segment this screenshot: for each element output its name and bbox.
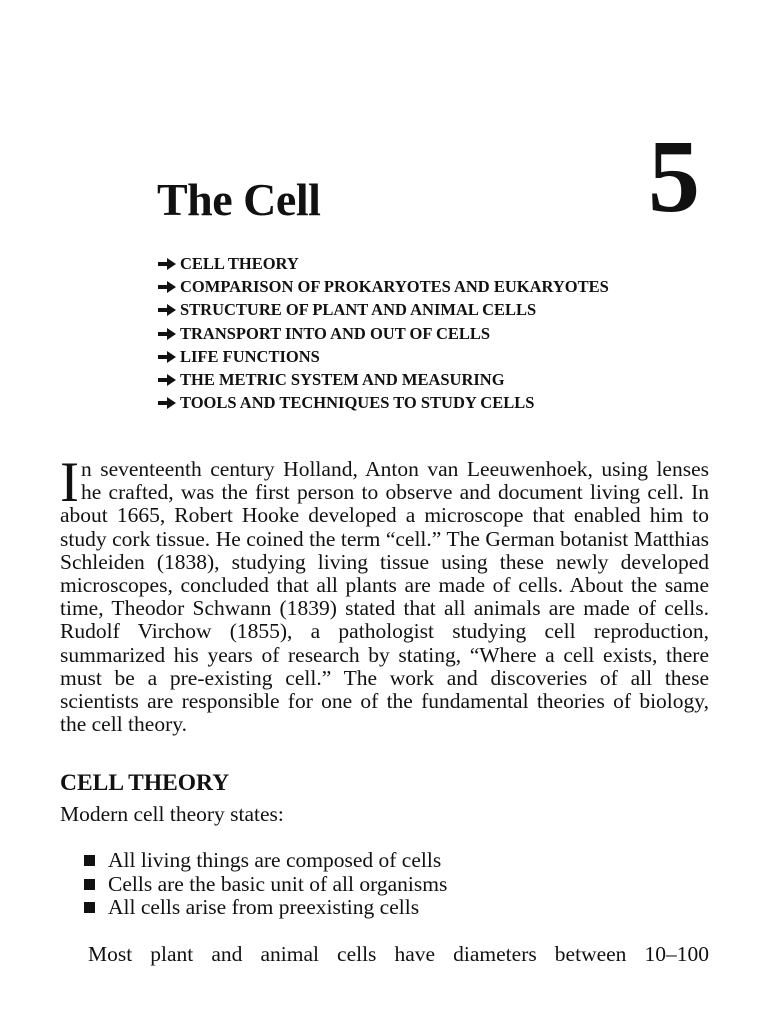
intro-paragraph [60, 451, 709, 737]
topic-item [157, 392, 609, 415]
square-bullet-icon [84, 879, 95, 890]
topic-label: LIFE FUNCTIONS [180, 346, 320, 366]
arrow-right-icon [157, 257, 177, 271]
chapter-title: The Cell [157, 174, 321, 225]
topic-label: THE METRIC SYSTEM AND MEASURING [180, 370, 505, 390]
topic-item [157, 275, 609, 298]
topic-label: TRANSPORT INTO AND OUT OF CELLS [180, 323, 491, 343]
topic-item [157, 368, 609, 391]
chapter-topics-list [157, 252, 609, 415]
arrow-right-icon [157, 396, 177, 410]
chapter-number: 5 [648, 119, 700, 234]
list-item [84, 896, 447, 920]
list-item [84, 849, 447, 873]
list-item-text: Cells are the basic unit of all organisms [108, 871, 448, 896]
list-item-text: All cells arise from preexisting cells [108, 895, 420, 920]
arrow-right-icon [157, 327, 177, 341]
list-item [84, 873, 447, 897]
arrow-right-icon [157, 373, 177, 387]
topic-item [157, 299, 609, 322]
topic-item [157, 252, 609, 275]
arrow-right-icon [157, 280, 177, 294]
square-bullet-icon [84, 855, 95, 866]
section-heading: CELL THEORY [60, 770, 230, 796]
list-item-text: All living things are composed of cells [108, 848, 442, 873]
arrow-right-icon [157, 350, 177, 364]
intro-text: n seventeenth century Holland, Anton van Leeuwenhoek, using lenses he crafted, was the first person to observe and document living cell. In about 1665, Robert Hooke developed a microscope that enabled him to study cork tissue. He coined the term “cell.” The German botanist Matthias Schleiden (1838), studying living tissue using these newly developed microscopes, concluded that all plants are made of cells. About the same time, Theodor Schwann (1839) stated that all animals are made of cells. Rudolf Virchow (1855), a pathologist studying cell reproduction, summarized his years of research by stating, “Where a cell exists, there must be a pre-existing cell.” The work and discoveries of all these scientists are responsible for one of the fundamental theories of biology, the cell theory. [60, 457, 709, 737]
square-bullet-icon [84, 902, 95, 913]
arrow-right-icon [157, 303, 177, 317]
topic-item [157, 322, 609, 345]
topic-label: CELL THEORY [180, 253, 299, 273]
cell-theory-list [84, 849, 447, 920]
body-paragraph: Most plant and animal cells have diameters between 10–100 [88, 942, 709, 966]
topic-label: TOOLS AND TECHNIQUES TO STUDY CELLS [180, 393, 535, 413]
topic-item [157, 345, 609, 368]
section-intro: Modern cell theory states: [60, 802, 284, 826]
drop-cap: I [60, 451, 79, 514]
topic-label: STRUCTURE OF PLANT AND ANIMAL CELLS [180, 300, 537, 320]
topic-label: COMPARISON OF PROKARYOTES AND EUKARYOTES [180, 276, 609, 296]
